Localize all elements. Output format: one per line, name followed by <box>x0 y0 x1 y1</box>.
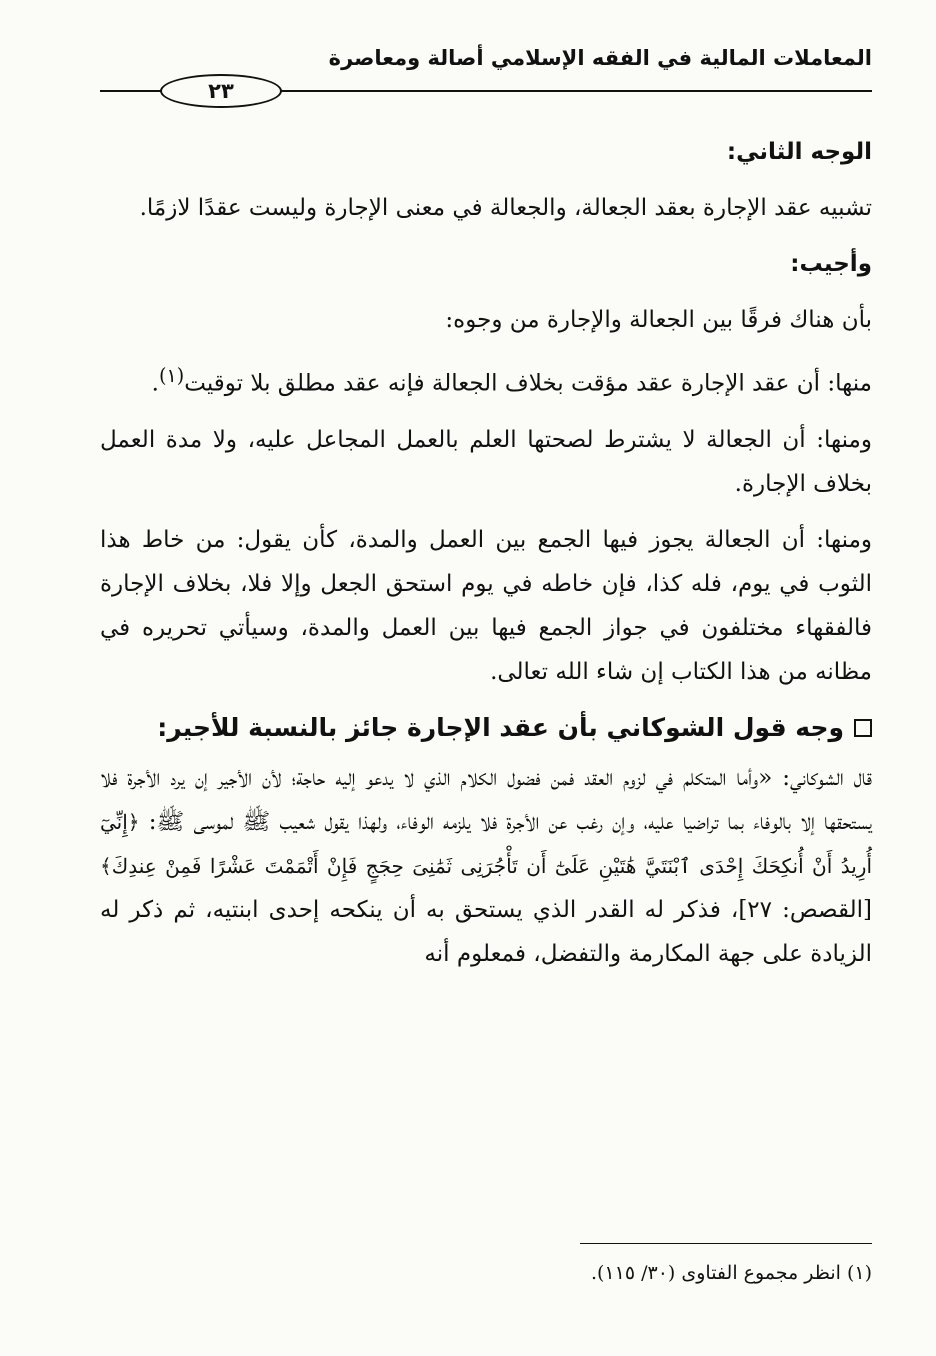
paragraph: ومنها: أن الجعالة لا يشترط لصحتها العلم بالعمل المجاعل عليه، ولا مدة العمل بخلاف الإجارة. <box>100 426 872 497</box>
page-header <box>100 38 872 108</box>
paragraph: ومنها: أن الجعالة يجوز فيها الجمع بين العمل والمدة، كأن يقول: من خاط هذا الثوب في يوم، فله كذا، فإن خاطه في يوم استحق الجعل وإلا فلا، بخلاف الإجارة فالفقهاء مختلفون في جواز الجمع فيها بين العمل والمدة، وسيأتي تحريره في مظانه من هذا الكتاب إن شاء الله تعالى. <box>100 526 872 685</box>
paragraph-end: . <box>151 370 159 397</box>
footnote-ref[interactable]: (١) <box>158 364 185 387</box>
checkbox-square-icon <box>854 719 872 737</box>
section-heading-text: وجه قول الشوكاني بأن عقد الإجارة جائز بالنسبة للأجير: <box>157 712 844 742</box>
heading-second-aspect: الوجه الثاني: <box>726 139 872 165</box>
quran-verse: ﴿إِنِّيٓ أُرِيدُ أَنْ أُنكِحَكَ إِحْدَى ٱبْنَتَيَّ هَٰتَيْنِ عَلَىٰٓ أَن تَأْجُرَنِى ثَمَٰنِىَ حِجَجٍ فَإِنْ أَتْمَمْتَ عَشْرًا فَمِنْ عِندِكَ﴾ <box>100 809 872 878</box>
running-title: المعاملات المالية في الفقه الإسلامي أصالة ومعاصرة <box>328 46 872 70</box>
paragraph-text: ، فذكر له القدر الذي يستحق به أن ينكحه إحدى ابنتيه، ثم ذكر له الزيادة على جهة المكارمة والتفضل، فمعلوم أنه <box>100 896 872 967</box>
paragraph <box>100 756 872 976</box>
page-number: ٢٣ <box>160 74 282 108</box>
main-text <box>100 130 872 988</box>
section-heading <box>100 706 872 750</box>
paragraph: بأن هناك فرقًا بين الجعالة والإجارة من وجوه: <box>445 307 872 333</box>
heading-answer: وأجيب: <box>790 251 872 277</box>
paragraph: تشبيه عقد الإجارة بعقد الجعالة، والجعالة في معنى الإجارة وليست عقدًا لازمًا. <box>139 195 872 221</box>
paragraph <box>100 354 872 406</box>
quran-reference: [القصص: ٢٧] <box>738 896 872 923</box>
footnote-divider <box>580 1243 872 1244</box>
paragraph-text: منها: أن عقد الإجارة عقد مؤقت بخلاف الجعالة فإنه عقد مطلق بلا توقيت <box>184 370 872 397</box>
footnote: (١) انظر مجموع الفتاوى (٣٠/ ١١٥). <box>590 1262 872 1284</box>
paragraph-text: قال الشوكاني: «وأما المتكلم في لزوم العقد فمن فضول الكلام الذي لا يدعو إليه حاجة؛ لأن الأجير إن يرد الأجرة فلا يستحقها إلا بالوفاء بما تراضيا عليه، وإن رغب عن الأجرة فلا يلزمه الوفاء، ولهذا يقول شعيب ﷺ لموسى ﷺ: <box>100 764 873 835</box>
